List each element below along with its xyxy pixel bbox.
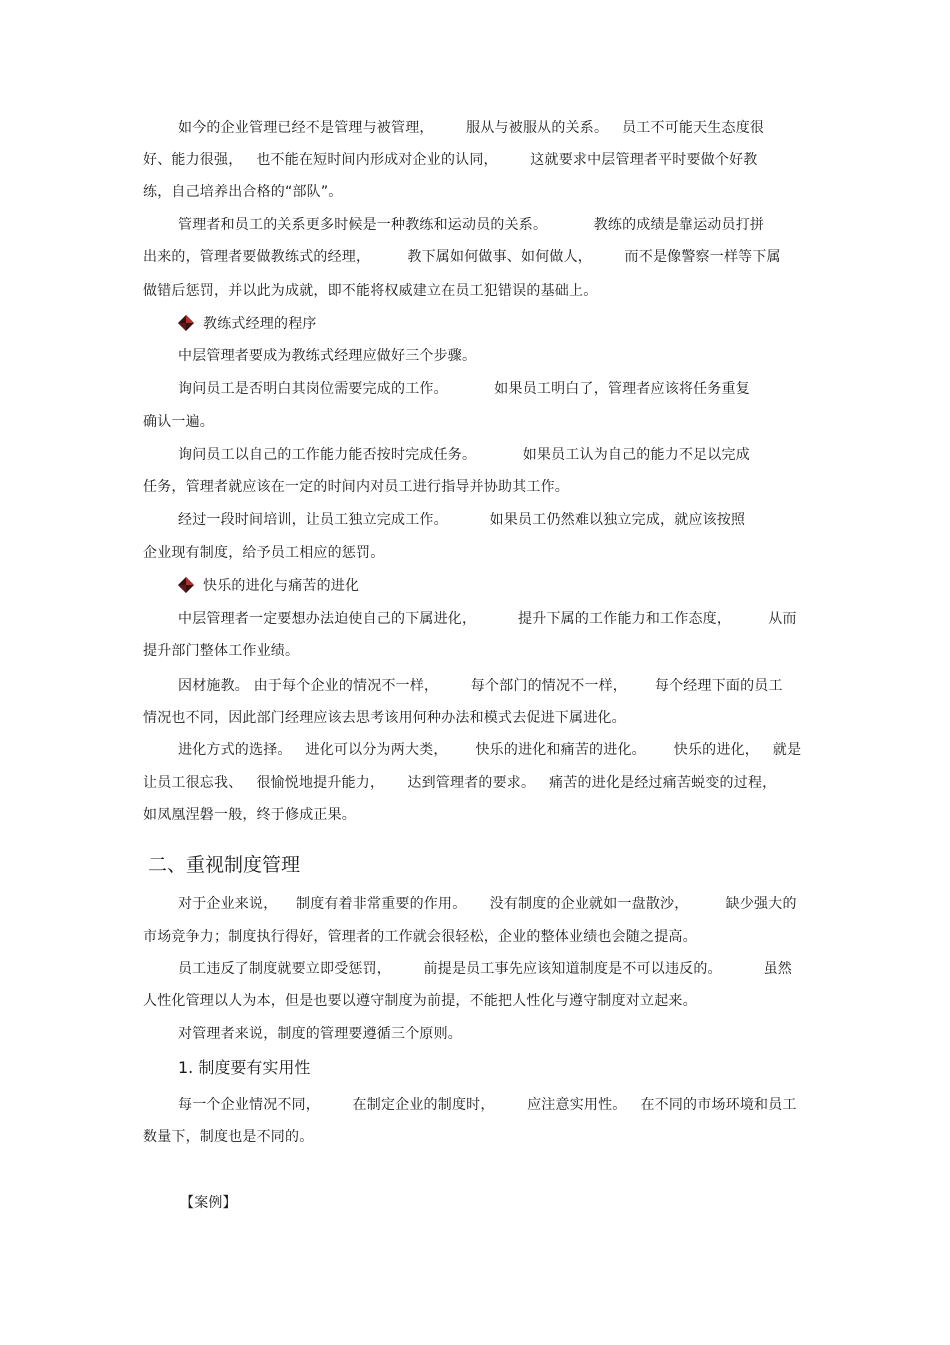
paragraph-line: 数量下，制度也是不同的。 [143, 1129, 314, 1145]
paragraph-line: 做错后惩罚，并以此为成就，即不能将权威建立在员工犯错误的基础上。 [143, 283, 598, 299]
bullet-heading: 教练式经理的程序 [203, 316, 317, 332]
paragraph-line: 人性化管理以人为本，但是也要以遵守制度为前提，不能把人性化与遵守制度对立起来。 [143, 993, 697, 1009]
diamond-bullet-icon [177, 314, 195, 332]
paragraph-line: 进化方式的选择。 进化可以分为两大类， 快乐的进化和痛苦的进化。 快乐的进化， 就是 [178, 742, 802, 758]
paragraph-line: 出来的，管理者要做教练式的经理， 教下属如何做事、如何做人， 而不是像警察一样等下属 [143, 249, 781, 265]
paragraph-line: 市场竞争力；制度执行得好，管理者的工作就会很轻松，企业的整体业绩也会随之提高。 [143, 929, 697, 945]
paragraph-line: 管理者和员工的关系更多时候是一种教练和运动员的关系。 教练的成绩是靠运动员打拼 [178, 217, 765, 233]
case-label: 【案例】 [180, 1195, 237, 1211]
paragraph-line: 提升部门整体工作业绩。 [143, 643, 300, 659]
paragraph-line: 每一个企业情况不同， 在制定企业的制度时， 应注意实用性。 在不同的市场环境和员工 [178, 1097, 797, 1113]
bullet-heading: 快乐的进化与痛苦的进化 [203, 578, 360, 594]
paragraph-line: 确认一遍。 [143, 414, 214, 430]
paragraph-line: 情况也不同，因此部门经理应该去思考该用何种办法和模式去促进下属进化。 [143, 710, 626, 726]
paragraph-line: 询问员工是否明白其岗位需要完成的工作。 如果员工明白了，管理者应该将任务重复 [178, 381, 750, 397]
paragraph-line: 询问员工以自己的工作能力能否按时完成任务。 如果员工认为自己的能力不足以完成 [178, 447, 750, 463]
paragraph-line: 因材施教。 由于每个企业的情况不一样， 每个部门的情况不一样， 每个经理下面的员工 [178, 678, 783, 694]
paragraph-line: 任务，管理者就应该在一定的时间内对员工进行指导并协助其工作。 [143, 479, 569, 495]
paragraph-line: 如今的企业管理已经不是管理与被管理， 服从与被服从的关系。 员工不可能天生态度很 [178, 120, 765, 136]
paragraph-line: 经过一段时间培训，让员工独立完成工作。 如果员工仍然难以独立完成，就应该按照 [178, 512, 746, 528]
paragraph-line: 对管理者来说，制度的管理要遵循三个原则。 [178, 1026, 462, 1042]
paragraph-line: 员工违反了制度就要立即受惩罚， 前提是员工事先应该知道制度是不可以违反的。 虽然 [178, 961, 793, 977]
paragraph-line: 中层管理者要成为教练式经理应做好三个步骤。 [178, 348, 477, 364]
paragraph-line: 如凤凰涅磐一般，终于修成正果。 [143, 807, 356, 823]
paragraph-line: 练，自己培养出合格的“部队”。 [143, 184, 343, 200]
paragraph-line: 企业现有制度，给予员工相应的惩罚。 [143, 545, 385, 561]
paragraph-line: 中层管理者一定要想办法迫使自己的下属进化， 提升下属的工作能力和工作态度， 从而 [178, 611, 797, 627]
diamond-bullet-icon [177, 576, 195, 594]
paragraph-line: 对于企业来说， 制度有着非常重要的作用。 没有制度的企业就如一盘散沙， 缺少强大的 [178, 896, 797, 912]
paragraph-line: 让员工很忘我、 很愉悦地提升能力， 达到管理者的要求。 痛苦的进化是经过痛苦蜕变的过程， [143, 775, 777, 791]
paragraph-line: 好、能力很强， 也不能在短时间内形成对企业的认同， 这就要求中层管理者平时要做个好教 [143, 152, 758, 168]
section-heading: 二、重视制度管理 [148, 854, 301, 876]
subsection-heading: 1. 制度要有实用性 [178, 1058, 311, 1077]
